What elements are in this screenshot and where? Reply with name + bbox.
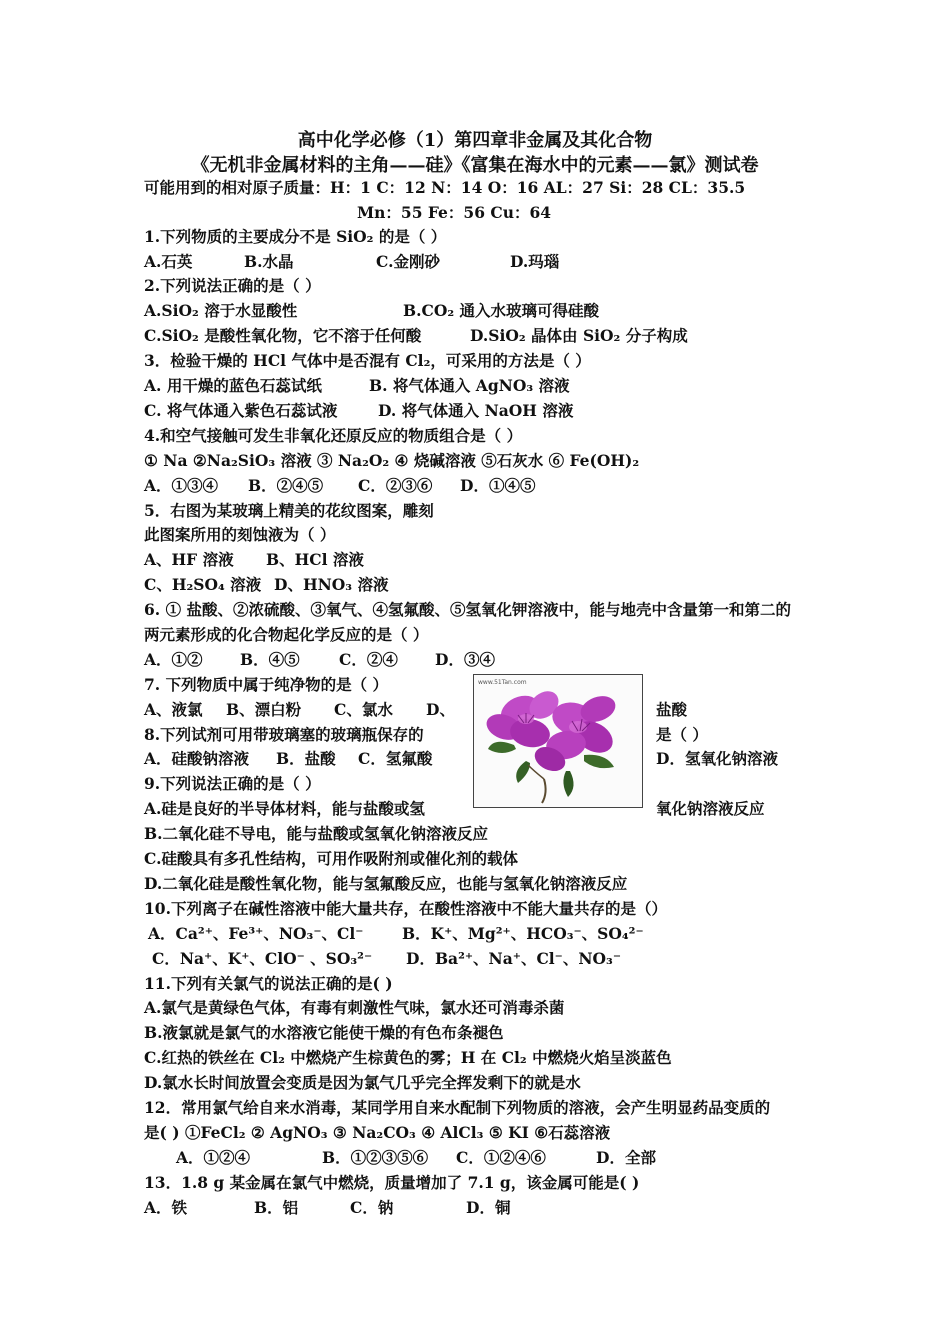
q4-option-b: B．②④⑤ xyxy=(248,476,324,495)
q8-stem-tail: 是（ ） xyxy=(656,725,708,744)
q8-option-a: A．硅酸钠溶液 xyxy=(144,749,250,768)
q5-option-c: C、H₂SO₄ 溶液 xyxy=(144,575,262,594)
q8-stem-text: 8.下列试剂可用带玻璃塞的玻璃瓶保存的 xyxy=(144,725,424,744)
q13-option-d: D．铜 xyxy=(466,1198,511,1217)
q13-stem: 13．1.8 g 某金属在氯气中燃烧，质量增加了 7.1 g，该金属可能是( ) xyxy=(144,1173,640,1192)
q6-option-b: B．④⑤ xyxy=(240,650,300,669)
q3-option-a: A. 用干燥的蓝色石蕊试纸 xyxy=(144,376,322,395)
q1-option-b: B.水晶 xyxy=(244,252,294,271)
q1-option-a: A.石英 xyxy=(144,252,193,271)
q13-option-c: C．钠 xyxy=(350,1198,394,1217)
q5-option-d: D、HNO₃ 溶液 xyxy=(274,575,389,594)
q6-option-c: C．②④ xyxy=(339,650,398,669)
q13-option-a: A．铁 xyxy=(144,1198,188,1217)
q3-option-c: C. 将气体通入紫色石蕊试液 xyxy=(144,401,338,420)
q10-option-a: A．Ca²⁺、Fe³⁺、NO₃⁻、Cl⁻ xyxy=(148,924,364,943)
exam-subtitle: 《无机非金属材料的主角——硅》《富集在海水中的元素——氯》测试卷 xyxy=(191,155,759,176)
q9-option-c: C.硅酸具有多孔性结构，可用作吸附剂或催化剂的载体 xyxy=(144,849,518,868)
q9-option-a: A.硅是良好的半导体材料，能与盐酸或氢 xyxy=(144,799,425,818)
q2-option-d: D.SiO₂ 晶体由 SiO₂ 分子构成 xyxy=(470,326,688,345)
q11-option-d: D.氯水长时间放置会变质是因为氯气几乎完全挥发剩下的就是水 xyxy=(144,1073,581,1092)
q10-option-d: D．Ba²⁺、Na⁺、Cl⁻、NO₃⁻ xyxy=(406,949,621,968)
q7-option-a: A、液氯 xyxy=(144,700,203,719)
q10-option-c: C．Na⁺、K⁺、ClO⁻ 、SO₃²⁻ xyxy=(152,949,373,968)
q2-option-c: C.SiO₂ 是酸性氧化物，它不溶于任何酸 xyxy=(144,326,422,345)
q11-option-a: A.氯气是黄绿色气体，有毒有刺激性气味，氯水还可消毒杀菌 xyxy=(144,998,565,1017)
q1-option-d: D.玛瑙 xyxy=(510,252,560,271)
q2-option-a: A.SiO₂ 溶于水显酸性 xyxy=(144,301,298,320)
q1-option-c: C.金刚砂 xyxy=(376,252,440,271)
q12-option-c: C．①②④⑥ xyxy=(456,1148,546,1167)
q8-option-d: D．氢氧化钠溶液 xyxy=(656,749,778,768)
flower-pattern-image xyxy=(473,674,643,808)
q6-option-d: D．③④ xyxy=(435,650,495,669)
q9-option-d: D.二氧化硅是酸性氧化物，能与氢氟酸反应，也能与氢氧化钠溶液反应 xyxy=(144,874,628,893)
q7-option-c: C、氯水 xyxy=(334,700,393,719)
q4-option-c: C．②③⑥ xyxy=(358,476,433,495)
q3-option-b: B. 将气体通入 AgNO₃ 溶液 xyxy=(369,376,570,395)
q8-option-c: C．氢氟酸 xyxy=(358,749,433,768)
q4-stem: 4.和空气接触可发生非氧化还原反应的物质组合是（ ） xyxy=(144,426,523,445)
q8-option-b: B．盐酸 xyxy=(276,749,336,768)
q7-option-d: D、 xyxy=(426,700,455,719)
q11-stem: 11.下列有关氯气的说法正确的是( ) xyxy=(144,974,393,993)
q5-stem-line-1: 5．右图为某玻璃上精美的花纹图案，雕刻 xyxy=(144,501,434,520)
q3-option-d: D. 将气体通入 NaOH 溶液 xyxy=(378,401,574,420)
q5-option-b: B、HCl 溶液 xyxy=(266,550,364,569)
q4-option-d: D．①④⑤ xyxy=(460,476,536,495)
exam-title: 高中化学必修（1）第四章非金属及其化合物 xyxy=(297,130,653,151)
q12-stem-line-2: 是( ) ①FeCl₂ ② AgNO₃ ③ Na₂CO₃ ④ AlCl₃ ⑤ KI ⑥石蕊溶液 xyxy=(144,1123,611,1142)
q11-option-b: B.液氯就是氯气的水溶液它能使干燥的有色布条褪色 xyxy=(144,1023,504,1042)
q7-option-d-tail: 盐酸 xyxy=(656,700,688,719)
q5-option-a: A、HF 溶液 xyxy=(144,550,234,569)
atomic-mass-line-2: Mn：55 Fe：56 Cu：64 xyxy=(357,203,552,222)
q12-option-d: D．全部 xyxy=(596,1148,656,1167)
atomic-mass-line-1: 可能用到的相对原子质量：H：1 C：12 N：14 O：16 AL：27 Si：28 CL：35.5 xyxy=(144,178,746,197)
q10-option-b: B．K⁺、Mg²⁺、HCO₃⁻、SO₄²⁻ xyxy=(402,924,644,943)
q1-stem: 1.下列物质的主要成分不是 SiO₂ 的是（ ） xyxy=(144,227,447,246)
q12-option-a: A．①②④ xyxy=(176,1148,251,1167)
q12-option-b: B．①②③⑤⑥ xyxy=(322,1148,429,1167)
q9-option-b: B.二氧化硅不导电，能与盐酸或氢氧化钠溶液反应 xyxy=(144,824,488,843)
q7-option-b: B、漂白粉 xyxy=(226,700,302,719)
q11-option-c: C.红热的铁丝在 Cl₂ 中燃烧产生棕黄色的雾；H 在 Cl₂ 中燃烧火焰呈淡蓝色 xyxy=(144,1048,672,1067)
flower-illustration xyxy=(474,675,642,807)
q9-stem: 9.下列说法正确的是（ ） xyxy=(144,774,321,793)
q12-stem-line-1: 12．常用氯气给自来水消毒，某同学用自来水配制下列物质的溶液，会产生明显药品变质的 xyxy=(144,1098,771,1117)
image-watermark: www.51Tan.com xyxy=(478,679,527,686)
q13-option-b: B．铝 xyxy=(254,1198,299,1217)
q2-stem: 2.下列说法正确的是（ ） xyxy=(144,276,321,295)
q6-stem-line-2: 两元素形成的化合物起化学反应的是（ ） xyxy=(144,625,429,644)
q6-stem-line-1: 6. ① 盐酸、②浓硫酸、③氧气、④氢氟酸、⑤氢氧化钾溶液中，能与地壳中含量第一和第二的 xyxy=(144,600,791,619)
q7-stem: 7. 下列物质中属于纯净物的是（ ） xyxy=(144,675,388,694)
q4-items: ① Na ②Na₂SiO₃ 溶液 ③ Na₂O₂ ④ 烧碱溶液 ⑤石灰水 ⑥ Fe(OH)₂ xyxy=(144,451,640,470)
q5-stem-line-2: 此图案所用的刻蚀液为（ ） xyxy=(144,525,336,544)
q3-stem: 3．检验干燥的 HCl 气体中是否混有 Cl₂，可采用的方法是（ ） xyxy=(144,351,591,370)
q4-option-a: A．①③④ xyxy=(144,476,219,495)
q9-option-a-tail: 氧化钠溶液反应 xyxy=(656,799,765,818)
q2-option-b: B.CO₂ 通入水玻璃可得硅酸 xyxy=(403,301,600,320)
q10-stem: 10.下列离子在碱性溶液中能大量共存，在酸性溶液中不能大量共存的是（） xyxy=(144,899,667,918)
q6-option-a: A．①② xyxy=(144,650,203,669)
